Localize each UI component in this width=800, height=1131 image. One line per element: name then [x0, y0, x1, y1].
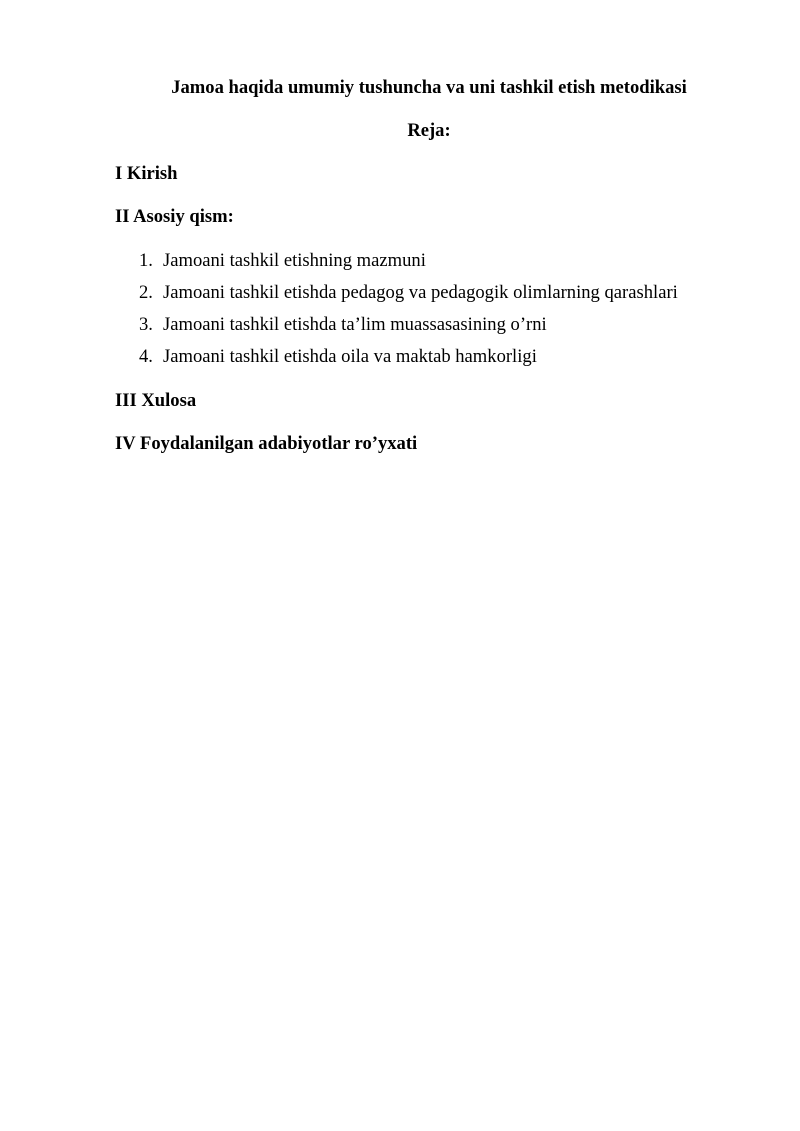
list-item-text: Jamoani tashkil etishda pedagog va pedagogik olimlarning qarashlari [163, 282, 678, 303]
list-item-number: 2. [139, 282, 153, 303]
list-item-text: Jamoani tashkil etishda oila va maktab hamkorligi [163, 346, 537, 367]
section-main: II Asosiy qism: [115, 206, 234, 227]
document-title: Jamoa haqida umumiy tushuncha va uni tashkil etish metodikasi [171, 77, 687, 98]
list-item-number: 1. [139, 250, 153, 271]
list-item-number: 4. [139, 346, 153, 367]
list-item-text: Jamoani tashkil etishning mazmuni [163, 250, 426, 271]
list-item-text: Jamoani tashkil etishda ta’lim muassasasining o’rni [163, 314, 547, 335]
list-item-number: 3. [139, 314, 153, 335]
section-references: IV Foydalanilgan adabiyotlar ro’yxati [115, 433, 418, 454]
section-intro: I Kirish [115, 163, 178, 184]
plan-heading: Reja: [407, 120, 451, 141]
section-conclusion: III Xulosa [115, 390, 197, 411]
